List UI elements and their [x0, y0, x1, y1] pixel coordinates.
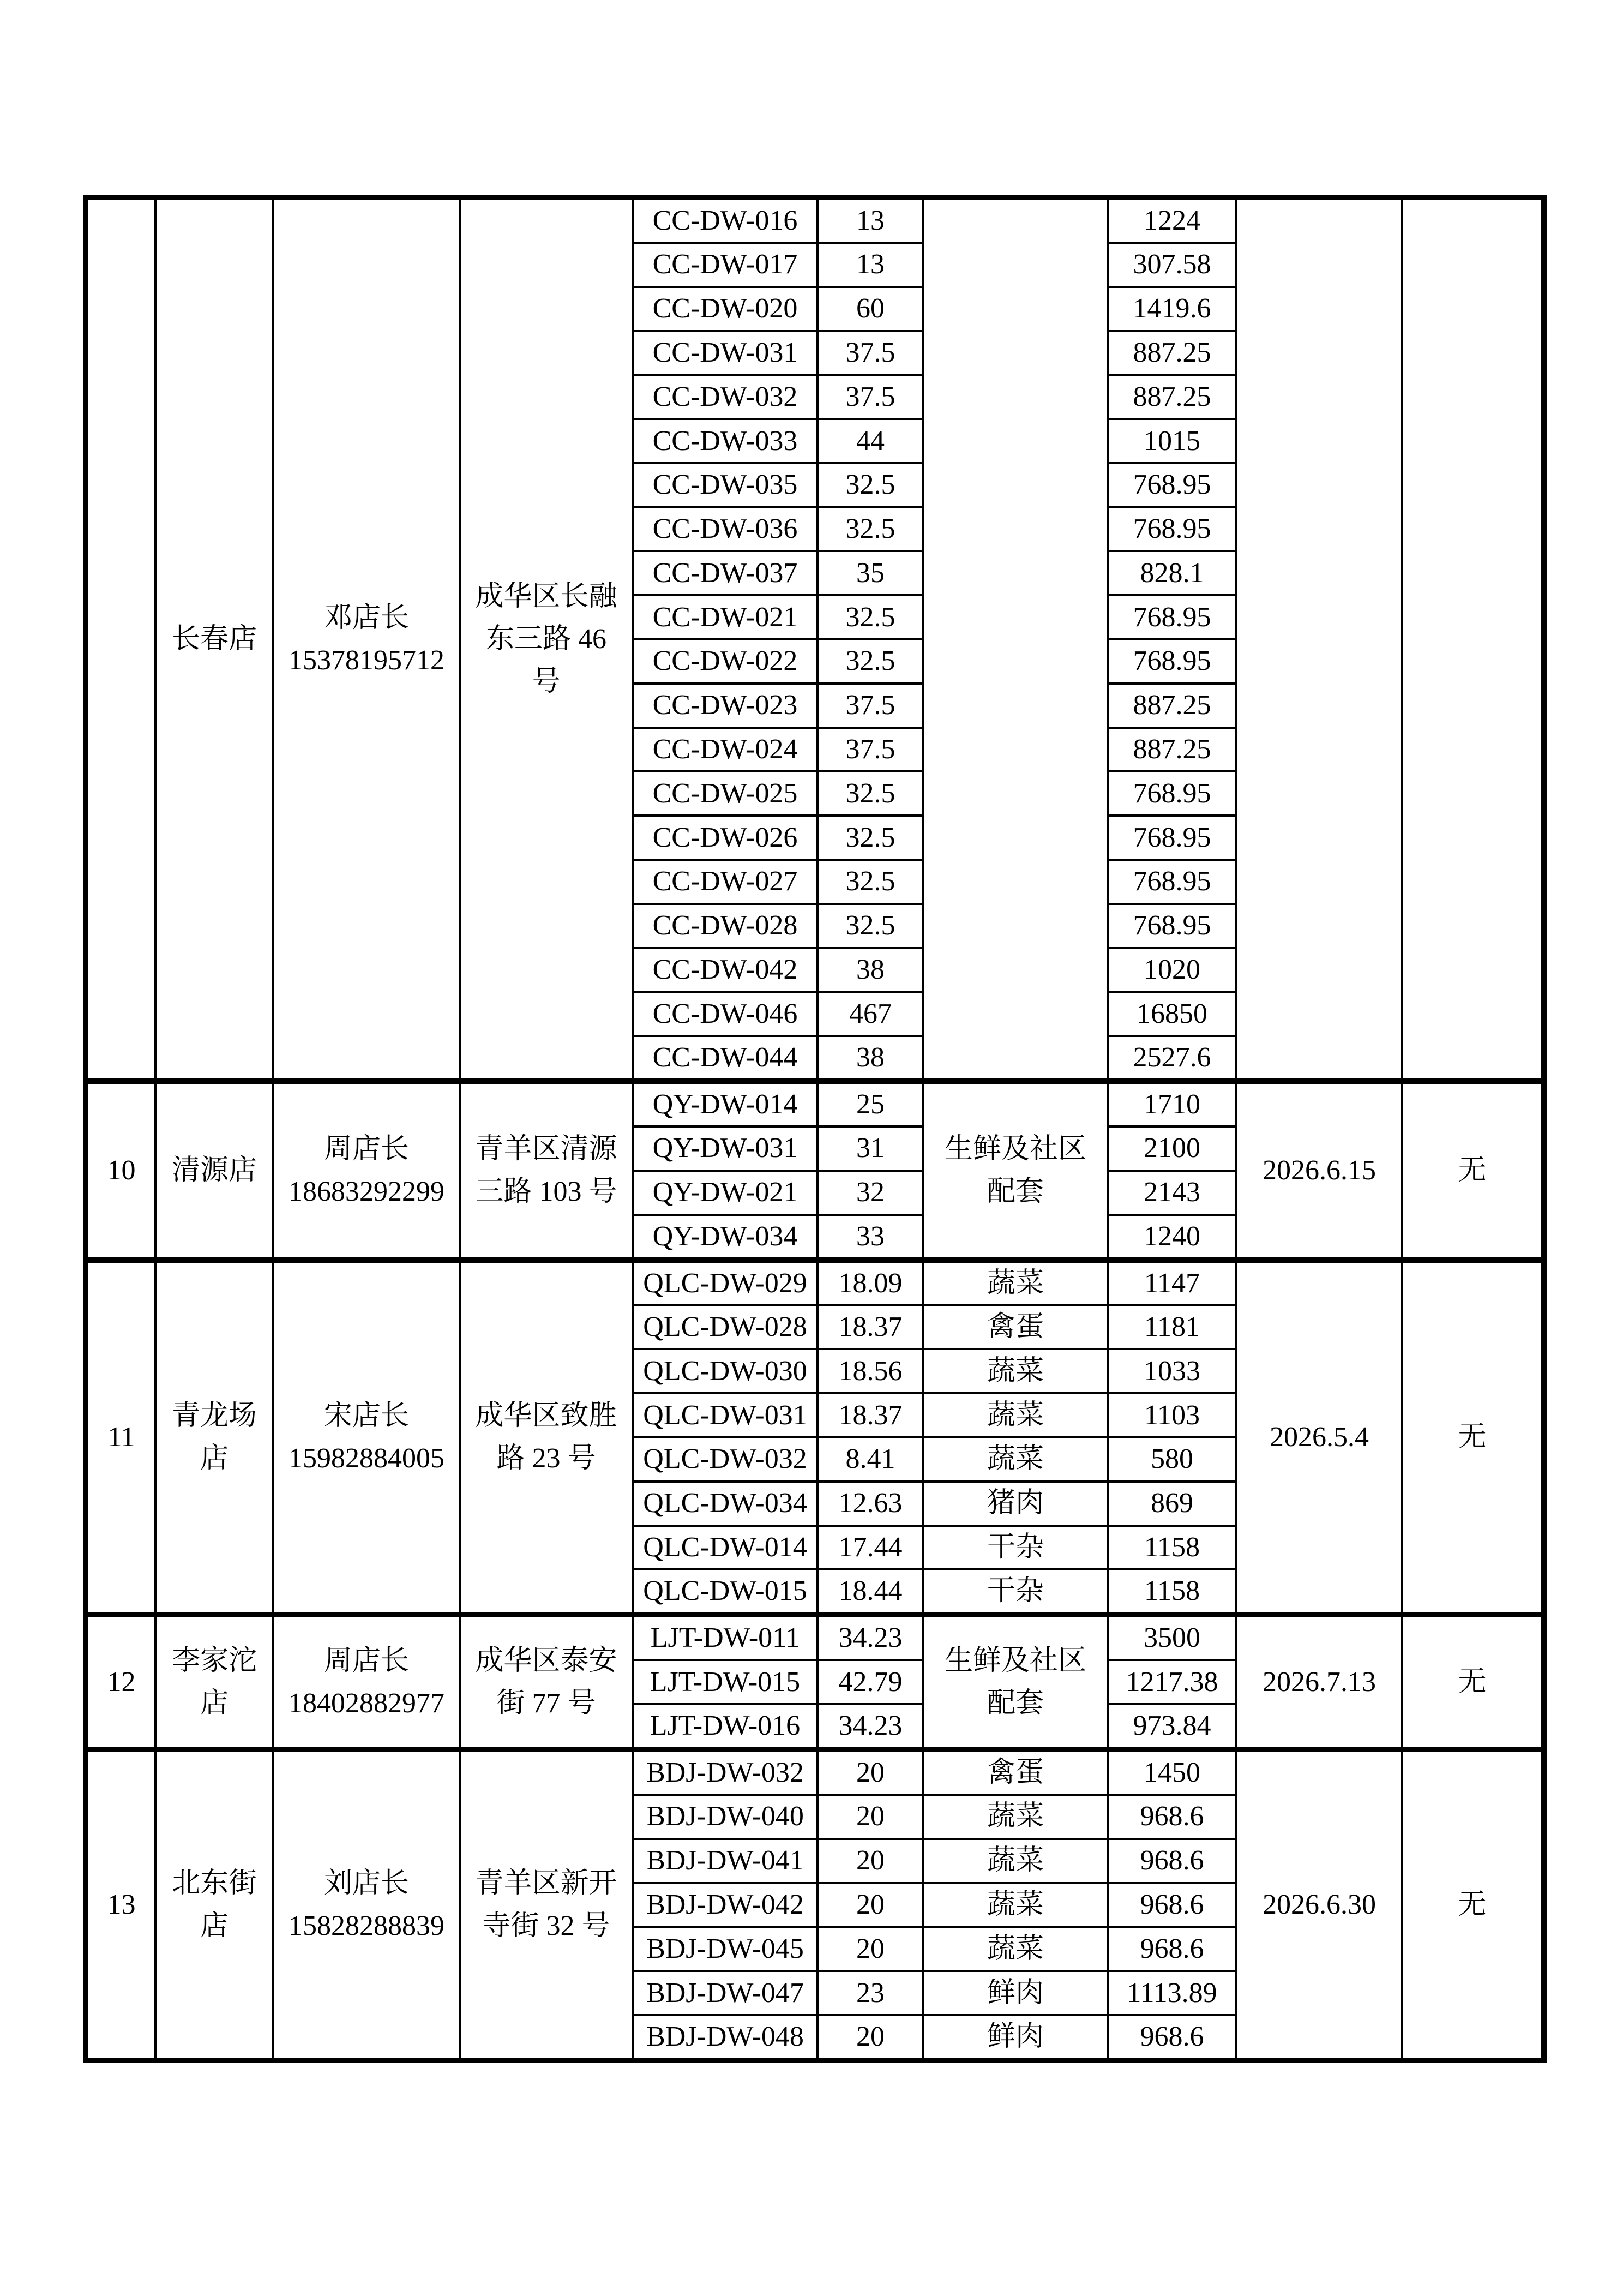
unit-code-cell: CC-DW-023 — [633, 684, 817, 728]
amount-cell: 1158 — [1108, 1569, 1236, 1615]
value-cell: 32.5 — [817, 816, 923, 860]
text-line: 长春店 — [171, 624, 257, 655]
amount-cell: 869 — [1108, 1482, 1236, 1526]
value-cell: 17.44 — [817, 1526, 923, 1570]
category-cell: 蔬菜 — [923, 1260, 1108, 1305]
amount-cell: 968.6 — [1108, 1927, 1236, 1971]
amount-cell: 1419.6 — [1108, 287, 1236, 331]
serial-number-cell: 12 — [86, 1615, 155, 1749]
text-line: 生鲜及社区 — [944, 1645, 1086, 1676]
unit-code-cell: QLC-DW-015 — [633, 1569, 817, 1615]
address-cell — [460, 1749, 633, 2060]
text-line: 店 — [200, 1442, 229, 1474]
text-line: 街 77 号 — [496, 1687, 596, 1719]
amount-cell: 887.25 — [1108, 375, 1236, 419]
unit-code-cell: QLC-DW-032 — [633, 1437, 817, 1482]
unit-code-cell: QY-DW-031 — [633, 1126, 817, 1171]
amount-cell: 768.95 — [1108, 771, 1236, 816]
text-line: 18402882977 — [288, 1687, 444, 1719]
amount-cell: 1240 — [1108, 1215, 1236, 1260]
unit-code-cell: CC-DW-028 — [633, 904, 817, 948]
value-cell: 35 — [817, 551, 923, 595]
text-line: 寺街 32 号 — [482, 1910, 610, 1942]
amount-cell: 768.95 — [1108, 595, 1236, 639]
unit-code-cell: BDJ-DW-048 — [633, 2015, 817, 2060]
unit-code-cell: QLC-DW-030 — [633, 1349, 817, 1393]
table-row — [86, 1081, 1544, 1126]
text-line: 刘店长 — [323, 1868, 409, 1899]
amount-cell: 768.95 — [1108, 639, 1236, 684]
serial-number-cell: 11 — [86, 1260, 155, 1615]
amount-cell: 307.58 — [1108, 243, 1236, 287]
text-line: 店 — [200, 1687, 229, 1719]
date-cell — [1236, 197, 1402, 1081]
value-cell: 18.37 — [817, 1305, 923, 1350]
unit-code-cell: CC-DW-032 — [633, 375, 817, 419]
text-line: 18683292299 — [288, 1176, 444, 1207]
value-cell: 32 — [817, 1171, 923, 1215]
unit-code-cell: LJT-DW-011 — [633, 1615, 817, 1660]
table-row — [86, 197, 1544, 243]
remark-cell: 无 — [1402, 1615, 1544, 1749]
unit-code-cell: LJT-DW-015 — [633, 1660, 817, 1704]
date-cell: 2026.7.13 — [1236, 1615, 1402, 1749]
table-row — [86, 1749, 1544, 1795]
category-cell: 鲜肉 — [923, 1971, 1108, 2015]
category-cell: 蔬菜 — [923, 1393, 1108, 1437]
unit-code-cell: QLC-DW-031 — [633, 1393, 817, 1437]
text-line: 15378195712 — [288, 645, 444, 676]
amount-cell: 2527.6 — [1108, 1036, 1236, 1081]
table-row — [86, 1615, 1544, 1660]
amount-cell: 768.95 — [1108, 816, 1236, 860]
amount-cell: 1020 — [1108, 948, 1236, 992]
amount-cell: 968.6 — [1108, 1839, 1236, 1883]
value-cell: 18.56 — [817, 1349, 923, 1393]
category-cell — [923, 1081, 1108, 1260]
text-line: 清源店 — [171, 1154, 257, 1186]
category-cell: 蔬菜 — [923, 1795, 1108, 1839]
unit-code-cell: CC-DW-035 — [633, 463, 817, 507]
category-cell: 蔬菜 — [923, 1839, 1108, 1883]
serial-number-cell: 10 — [86, 1081, 155, 1260]
category-cell — [923, 197, 1108, 1081]
store-name-cell — [155, 1615, 273, 1749]
unit-code-cell: CC-DW-024 — [633, 728, 817, 772]
value-cell: 34.23 — [817, 1704, 923, 1749]
amount-cell: 768.95 — [1108, 507, 1236, 551]
category-cell: 禽蛋 — [923, 1305, 1108, 1350]
value-cell: 44 — [817, 419, 923, 463]
value-cell: 32.5 — [817, 860, 923, 904]
value-cell: 37.5 — [817, 684, 923, 728]
value-cell: 13 — [817, 197, 923, 243]
unit-code-cell: BDJ-DW-047 — [633, 1971, 817, 2015]
unit-code-cell: BDJ-DW-032 — [633, 1749, 817, 1795]
category-cell: 蔬菜 — [923, 1349, 1108, 1393]
text-line: 三路 103 号 — [475, 1176, 617, 1207]
text-line: 路 23 号 — [496, 1442, 596, 1474]
amount-cell: 968.6 — [1108, 1795, 1236, 1839]
value-cell: 32.5 — [817, 771, 923, 816]
value-cell: 31 — [817, 1126, 923, 1171]
unit-code-cell: CC-DW-027 — [633, 860, 817, 904]
amount-cell: 1103 — [1108, 1393, 1236, 1437]
amount-cell: 887.25 — [1108, 684, 1236, 728]
amount-cell: 1224 — [1108, 197, 1236, 243]
amount-cell: 1181 — [1108, 1305, 1236, 1350]
unit-code-cell: QLC-DW-034 — [633, 1482, 817, 1526]
value-cell: 18.37 — [817, 1393, 923, 1437]
unit-code-cell: LJT-DW-016 — [633, 1704, 817, 1749]
value-cell: 37.5 — [817, 375, 923, 419]
text-line: 15982884005 — [288, 1442, 444, 1474]
amount-cell: 887.25 — [1108, 331, 1236, 375]
date-cell: 2026.6.30 — [1236, 1749, 1402, 2060]
unit-code-cell: CC-DW-037 — [633, 551, 817, 595]
value-cell: 18.09 — [817, 1260, 923, 1305]
category-cell: 鲜肉 — [923, 2015, 1108, 2060]
unit-code-cell: CC-DW-036 — [633, 507, 817, 551]
amount-cell: 768.95 — [1108, 463, 1236, 507]
address-cell — [460, 1615, 633, 1749]
amount-cell: 1113.89 — [1108, 1971, 1236, 2015]
address-cell — [460, 197, 633, 1081]
text-line: 李家沱 — [171, 1645, 257, 1676]
category-cell: 蔬菜 — [923, 1883, 1108, 1927]
amount-cell: 768.95 — [1108, 860, 1236, 904]
store-name-cell — [155, 1260, 273, 1615]
value-cell: 32.5 — [817, 463, 923, 507]
serial-number-cell — [86, 197, 155, 1081]
value-cell: 38 — [817, 948, 923, 992]
unit-code-cell: CC-DW-031 — [633, 331, 817, 375]
text-line: 宋店长 — [323, 1400, 409, 1431]
unit-code-cell: CC-DW-021 — [633, 595, 817, 639]
amount-cell: 968.6 — [1108, 2015, 1236, 2060]
value-cell: 18.44 — [817, 1569, 923, 1615]
unit-code-cell: CC-DW-042 — [633, 948, 817, 992]
value-cell: 20 — [817, 2015, 923, 2060]
value-cell: 25 — [817, 1081, 923, 1126]
category-cell: 禽蛋 — [923, 1749, 1108, 1795]
store-name-cell — [155, 197, 273, 1081]
value-cell: 20 — [817, 1927, 923, 1971]
text-line: 成华区泰安 — [475, 1645, 617, 1676]
unit-code-cell: CC-DW-033 — [633, 419, 817, 463]
amount-cell: 828.1 — [1108, 551, 1236, 595]
amount-cell: 1015 — [1108, 419, 1236, 463]
table-body — [86, 197, 1544, 2060]
address-cell — [460, 1081, 633, 1260]
text-line: 配套 — [987, 1176, 1044, 1207]
unit-code-cell: CC-DW-017 — [633, 243, 817, 287]
unit-code-cell: CC-DW-016 — [633, 197, 817, 243]
value-cell: 37.5 — [817, 728, 923, 772]
amount-cell: 3500 — [1108, 1615, 1236, 1660]
value-cell: 32.5 — [817, 904, 923, 948]
remark-cell: 无 — [1402, 1749, 1544, 2060]
text-line: 生鲜及社区 — [944, 1133, 1086, 1165]
date-cell: 2026.6.15 — [1236, 1081, 1402, 1260]
category-cell: 猪肉 — [923, 1482, 1108, 1526]
amount-cell: 580 — [1108, 1437, 1236, 1482]
value-cell: 60 — [817, 287, 923, 331]
table-row — [86, 1260, 1544, 1305]
value-cell: 32.5 — [817, 595, 923, 639]
remark-cell: 无 — [1402, 1260, 1544, 1615]
category-cell — [923, 1615, 1108, 1749]
amount-cell: 2143 — [1108, 1171, 1236, 1215]
value-cell: 42.79 — [817, 1660, 923, 1704]
store-name-cell — [155, 1749, 273, 2060]
unit-code-cell: QY-DW-021 — [633, 1171, 817, 1215]
text-line: 周店长 — [323, 1133, 409, 1165]
value-cell: 467 — [817, 992, 923, 1036]
amount-cell: 1158 — [1108, 1526, 1236, 1570]
unit-code-cell: CC-DW-022 — [633, 639, 817, 684]
category-cell: 蔬菜 — [923, 1437, 1108, 1482]
value-cell: 33 — [817, 1215, 923, 1260]
value-cell: 20 — [817, 1749, 923, 1795]
value-cell: 20 — [817, 1839, 923, 1883]
unit-code-cell: QLC-DW-014 — [633, 1526, 817, 1570]
store-name-cell — [155, 1081, 273, 1260]
unit-code-cell: BDJ-DW-042 — [633, 1883, 817, 1927]
value-cell: 32.5 — [817, 507, 923, 551]
amount-cell: 1450 — [1108, 1749, 1236, 1795]
text-line: 青龙场 — [171, 1400, 257, 1431]
value-cell: 32.5 — [817, 639, 923, 684]
unit-code-cell: BDJ-DW-040 — [633, 1795, 817, 1839]
text-line: 周店长 — [323, 1645, 409, 1676]
amount-cell: 1217.38 — [1108, 1660, 1236, 1704]
value-cell: 34.23 — [817, 1615, 923, 1660]
unit-code-cell: CC-DW-046 — [633, 992, 817, 1036]
value-cell: 8.41 — [817, 1437, 923, 1482]
value-cell: 20 — [817, 1795, 923, 1839]
value-cell: 38 — [817, 1036, 923, 1081]
text-line: 配套 — [987, 1687, 1044, 1719]
value-cell: 20 — [817, 1883, 923, 1927]
amount-cell: 887.25 — [1108, 728, 1236, 772]
value-cell: 23 — [817, 1971, 923, 2015]
text-line: 店 — [200, 1910, 229, 1942]
text-line: 北东街 — [171, 1868, 257, 1899]
text-line: 邓店长 — [323, 602, 409, 634]
unit-code-cell: BDJ-DW-045 — [633, 1927, 817, 1971]
serial-number-cell: 13 — [86, 1749, 155, 2060]
address-cell — [460, 1260, 633, 1615]
value-cell: 13 — [817, 243, 923, 287]
amount-cell: 973.84 — [1108, 1704, 1236, 1749]
text-line: 东三路 46 — [485, 624, 606, 655]
date-cell: 2026.5.4 — [1236, 1260, 1402, 1615]
manager-contact-cell — [273, 197, 460, 1081]
text-line: 15828288839 — [288, 1910, 444, 1942]
amount-cell: 16850 — [1108, 992, 1236, 1036]
category-cell: 蔬菜 — [923, 1927, 1108, 1971]
amount-cell: 968.6 — [1108, 1883, 1236, 1927]
store-units-table — [83, 195, 1547, 2063]
unit-code-cell: QLC-DW-028 — [633, 1305, 817, 1350]
category-cell: 干杂 — [923, 1569, 1108, 1615]
unit-code-cell: BDJ-DW-041 — [633, 1839, 817, 1883]
unit-code-cell: CC-DW-044 — [633, 1036, 817, 1081]
text-line: 青羊区新开 — [475, 1868, 617, 1899]
manager-contact-cell — [273, 1615, 460, 1749]
manager-contact-cell — [273, 1260, 460, 1615]
text-line: 成华区长融 — [475, 581, 617, 613]
unit-code-cell: CC-DW-025 — [633, 771, 817, 816]
remark-cell — [1402, 197, 1544, 1081]
unit-code-cell: QY-DW-034 — [633, 1215, 817, 1260]
unit-code-cell: CC-DW-020 — [633, 287, 817, 331]
manager-contact-cell — [273, 1081, 460, 1260]
amount-cell: 1710 — [1108, 1081, 1236, 1126]
amount-cell: 1147 — [1108, 1260, 1236, 1305]
unit-code-cell: CC-DW-026 — [633, 816, 817, 860]
unit-code-cell: QLC-DW-029 — [633, 1260, 817, 1305]
text-line: 号 — [532, 666, 561, 698]
amount-cell: 2100 — [1108, 1126, 1236, 1171]
value-cell: 37.5 — [817, 331, 923, 375]
amount-cell: 768.95 — [1108, 904, 1236, 948]
remark-cell: 无 — [1402, 1081, 1544, 1260]
text-line: 成华区致胜 — [475, 1400, 617, 1431]
text-line: 青羊区清源 — [475, 1133, 617, 1165]
value-cell: 12.63 — [817, 1482, 923, 1526]
category-cell: 干杂 — [923, 1526, 1108, 1570]
manager-contact-cell — [273, 1749, 460, 2060]
amount-cell: 1033 — [1108, 1349, 1236, 1393]
unit-code-cell: QY-DW-014 — [633, 1081, 817, 1126]
